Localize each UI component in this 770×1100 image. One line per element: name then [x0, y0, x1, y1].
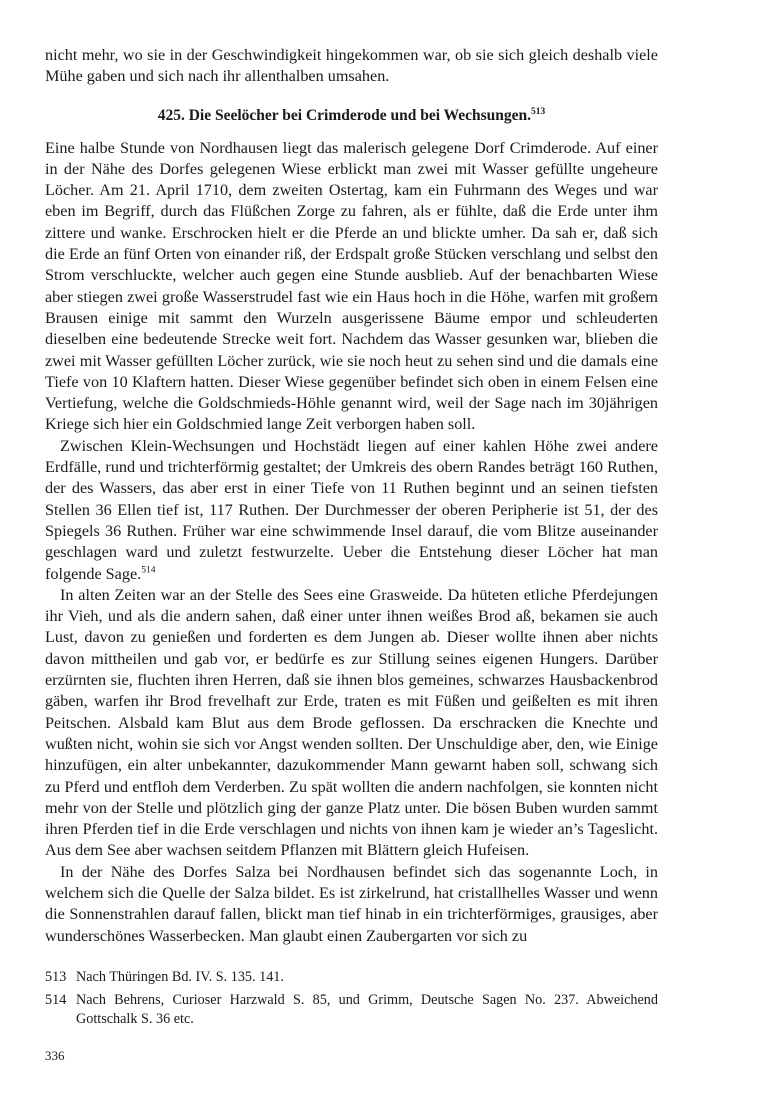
footnote-ref-513: 513: [531, 106, 546, 117]
footnote-item: [45, 968, 658, 987]
footnotes: [45, 968, 658, 1033]
footnote-text: Nach Thüringen Bd. IV. S. 135. 141.: [76, 969, 284, 985]
footnote-number: 514: [45, 992, 67, 1008]
footnote-text: Nach Behrens, Curioser Harzwald S. 85, und Grimm, Deutsche Sagen No. 237. Abweichend Gottschalk S. 36 etc.: [76, 992, 658, 1027]
paragraph-wechsungen-text: Zwischen Klein-Wechsungen und Hochstädt liegen auf einer kahlen Höhe zwei andere Erdfälle, rund und trichterförmig gestaltet; der Umkreis des obern Randes beträgt 160 Ruthen, der des Wassers, das aber erst in einer Tiefe von 11 Ruthen beginnt und an seinen tiefsten Stellen 36 Ellen tief ist, 117 Ruthen. Der Durchmesser der oberen Peripherie ist 51, der des Spiegels 36 Ruthen. Früher war eine schwimmende Insel darauf, die vom Blitze auseinander geschlagen ward und zuletzt festwurzelte. Ueber die Entstehung dieser Löcher hat man folgende Sage.: [45, 436, 658, 583]
paragraph-legend: In alten Zeiten war an der Stelle des Sees eine Grasweide. Da hüteten etliche Pferdejungen ihr Vieh, und als die andern sahen, daß einer unter ihnen weißes Brod aß, bekamen sie auch Lust, davon zu genießen und forderten es dem Jungen ab. Dieser wollte ihnen aber nichts davon mittheilen und gab vor, er bedürfe es zur Stillung seines eigenen Hungers. Darüber erzürnten sie, fluchten ihren Herren, daß sie ihnen blos gemeines, schwarzes Hausbackenbrod gäben, warfen ihr Brod frevelhaft zur Erde, traten es mit Füßen und geißelten es mit ihren Peitschen. Alsbald kam Blut aus dem Brode geflossen. Da erschracken die Knechte und wußten nicht, wohin sie sich vor Angst wenden sollten. Der Unschuldige aber, den, wie Einige hinzufügen, ein alter unbekannter, dazukommender Mann gewarnt haben soll, schwang sich zu Pferd und entfloh dem Verderben. Zu spät wollten die andern nachfolgen, sie konnten nicht mehr von der Stelle und plötzlich ging der ganze Platz unter. Die bösen Buben wurden sammt ihren Pferden tief in die Erde verschlagen und nichts von ihnen kam je wieder an’s Tageslicht. Aus dem See aber wachsen seitdem Pflanzen mit Blättern gleich Hufeisen.: [45, 585, 658, 860]
page-number: 336: [45, 1048, 65, 1063]
footnote-number: 513: [45, 969, 67, 985]
paragraph-salza: In der Nähe des Dorfes Salza bei Nordhausen befindet sich das sogenannte Loch, in welchem sich die Quelle der Salza bildet. Es ist zirkelrund, hat cristallhelles Wasser und wenn die Sonnenstrahlen darauf fallen, blickt man tief hinab in ein trichterförmiges, grausiges, aber wunderschönes Wasserbecken. Man glaubt einen Zaubergarten vor sich zu: [45, 862, 658, 945]
footnote-item: [45, 991, 658, 1029]
section-heading: [45, 106, 658, 126]
continuation-paragraph: nicht mehr, wo sie in der Geschwindigkeit hingekommen war, ob sie sich gleich deshalb viele Mühe gaben und sich nach ihr allenthalben umsahen.: [45, 46, 658, 86]
paragraph-wechsungen: [45, 436, 658, 585]
section-heading-text: 425. Die Seelöcher bei Crimderode und bei Wechsungen.: [157, 106, 532, 124]
page-body: [45, 45, 658, 947]
footnote-ref-514: 514: [141, 565, 156, 576]
paragraph-crimderode: Eine halbe Stunde von Nordhausen liegt das malerisch gelegene Dorf Crimderode. Auf einer in der Nähe des Dorfes gelegenen Wiese erblickt man zwei mit Wasser gefüllte ungeheure Löcher. Am 21. April 1710, dem zweiten Ostertag, kam ein Fuhrmann des Weges und war eben im Begriff, durch das Flüßchen Zorge zu fahren, als er fühlte, daß die Erde unter ihm zittere und wanke. Erschrocken hielt er die Pferde an und blickte umher. Da sah er, daß sich die Erde an fünf Orten von einander riß, der Erdspalt große Stücken verschlang und selbst den Strom verschluckte, welcher auch gegen eine Stunde ausblieb. Auf der benachbarten Wiese aber stiegen zwei große Wasserstrudel fast wie ein Haus hoch in die Höhe, warfen mit großem Brausen einige mit sammt den Wurzeln ausgerissene Bäume empor und schleuderten dieselben eine bedeutende Strecke weit fort. Nachdem das Wasser gesunken war, blieben die zwei mit Wasser gefüllten Löcher zurück, wie sie noch heut zu sehen sind und die damals eine Tiefe von 10 Klaftern hatten. Dieser Wiese gegenüber befindet sich oben in einem Felsen eine Vertiefung, welche die Goldschmieds-Höhle genannt wird, weil der Sage nach im 30jährigen Kriege sich hier ein Goldschmied lange Zeit verborgen haben soll.: [45, 138, 658, 434]
